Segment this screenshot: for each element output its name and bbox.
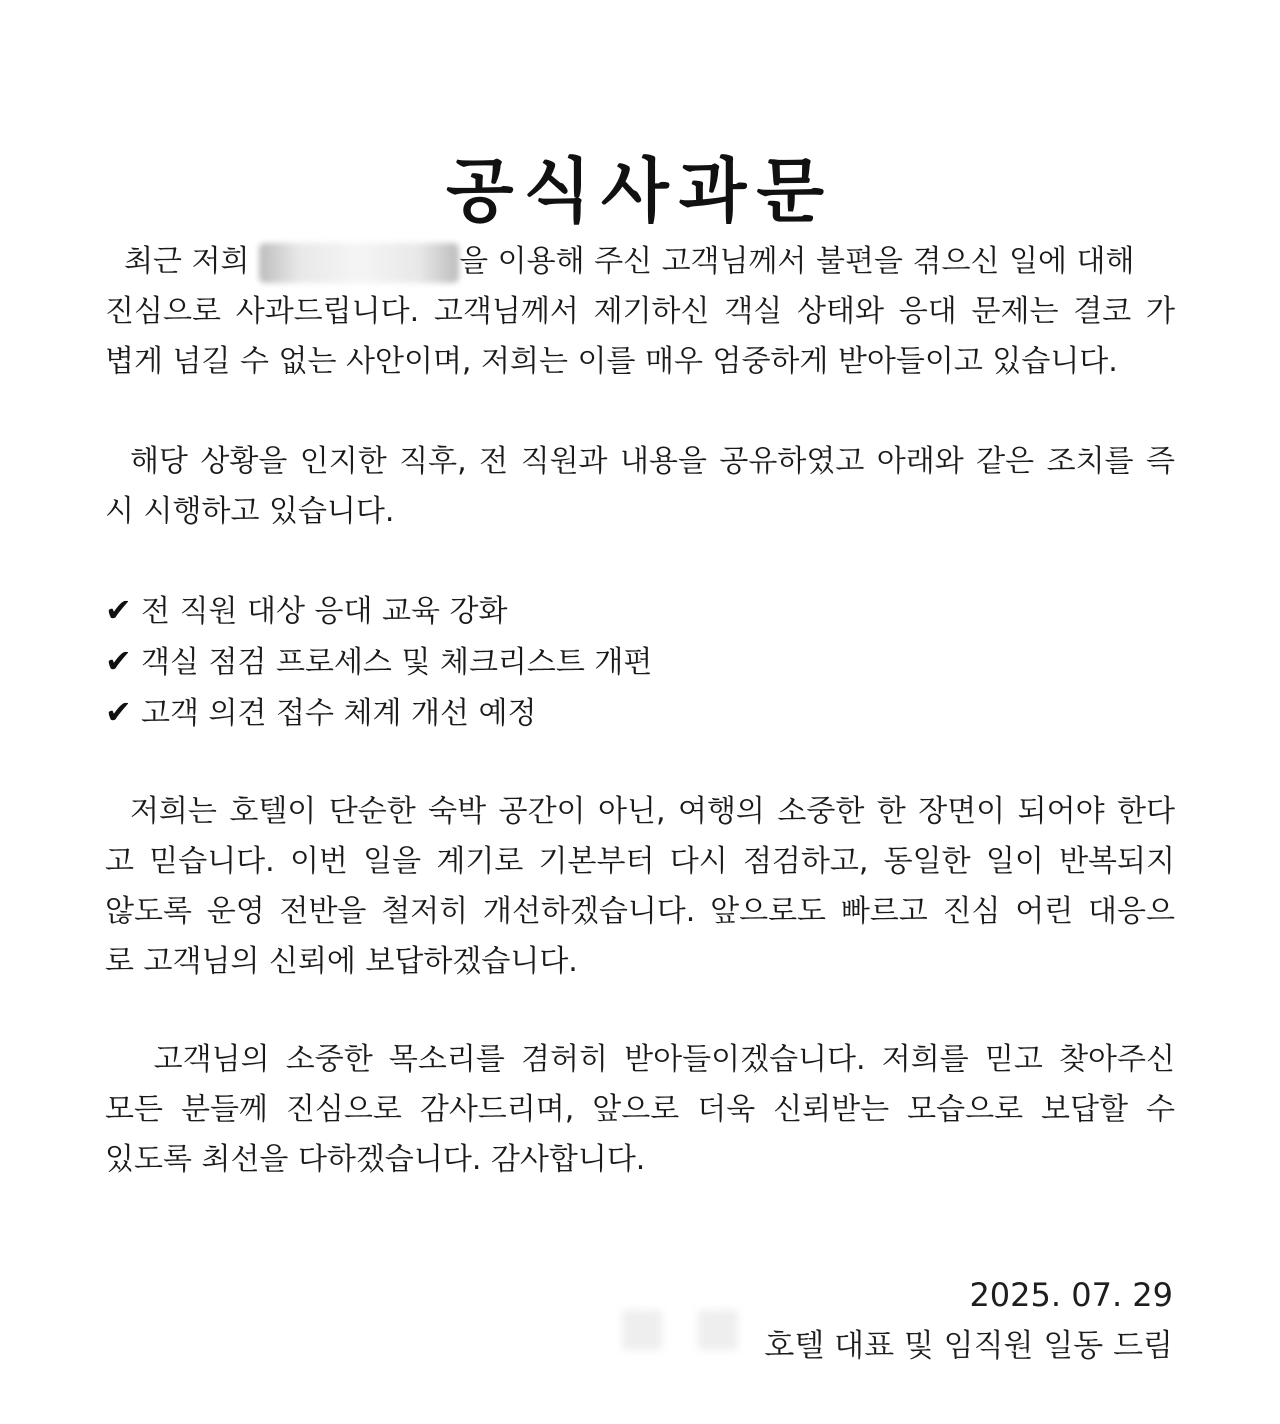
redacted-hotel-name [259, 243, 459, 283]
action-checklist [105, 585, 652, 738]
paragraph-line: 모든 분들께 진심으로 감사드리며, 앞으로 더욱 신뢰받는 모습으로 보답할 수 [105, 1092, 1175, 1127]
paragraph-line: 볍게 넘길 수 없는 사안이며, 저희는 이를 매우 엄중하게 받아들이고 있습니다. [105, 344, 1118, 379]
paragraph-text: 을 이용해 주신 고객님께서 불편을 겪으신 일에 대해 [459, 244, 1135, 279]
list-item [105, 636, 652, 687]
paragraph-line [105, 787, 1175, 837]
signature-line: 호텔 대표 및 임직원 일동 드림 [764, 1328, 1173, 1364]
paragraph-text: 해당 상황을 인지한 직후, 전 직원과 내용을 공유하였고 아래와 같은 조치를 즉 [129, 444, 1175, 479]
paragraph-line: 않도록 운영 전반을 철저히 개선하겠습니다. 앞으로도 빠르고 진심 어린 대응으 [105, 894, 1175, 929]
paragraph-line [105, 437, 1175, 487]
paragraph-gratitude [105, 1035, 1175, 1185]
paragraph-actions-intro [105, 437, 1175, 537]
document-title: 공식사과문 [445, 149, 835, 232]
paragraph-line: 있도록 최선을 다하겠습니다. 감사합니다. [105, 1142, 646, 1177]
paragraph-line [105, 1035, 1175, 1085]
paragraph-line [105, 237, 1175, 287]
paragraph-line: 로 고객님의 신뢰에 보답하겠습니다. [105, 944, 578, 979]
paragraph-line: 진심으로 사과드립니다. 고객님께서 제기하신 객실 상태와 응대 문제는 결코 가 [105, 294, 1175, 329]
list-item [105, 585, 652, 636]
check-icon: ✔ [105, 693, 132, 731]
check-icon: ✔ [105, 591, 132, 629]
check-icon: ✔ [105, 642, 132, 680]
document-date: 2025. 07. 29 [969, 1276, 1173, 1314]
list-item [105, 687, 652, 738]
paragraph-text: 최근 저희 [124, 244, 250, 279]
paragraph-line: 시 시행하고 있습니다. [105, 494, 395, 529]
list-item-text: 전 직원 대상 응대 교육 강화 [141, 594, 508, 629]
redacted-name-part [622, 1310, 662, 1350]
paragraph-text: 저희는 호텔이 단순한 숙박 공간이 아닌, 여행의 소중한 한 장면이 되어야 한다 [129, 794, 1175, 829]
paragraph-text: 고객님의 소중한 목소리를 겸허히 받아들이겠습니다. 저희를 믿고 찾아주신 [153, 1042, 1175, 1077]
paragraph-apology [105, 237, 1175, 387]
list-item-text: 객실 점검 프로세스 및 체크리스트 개편 [141, 645, 653, 680]
paragraph-commitment [105, 787, 1175, 987]
redacted-name-part [698, 1310, 738, 1350]
paragraph-line: 고 믿습니다. 이번 일을 계기로 기본부터 다시 점검하고, 동일한 일이 반복되지 [105, 844, 1175, 879]
list-item-text: 고객 의견 접수 체계 개선 예정 [141, 696, 537, 731]
